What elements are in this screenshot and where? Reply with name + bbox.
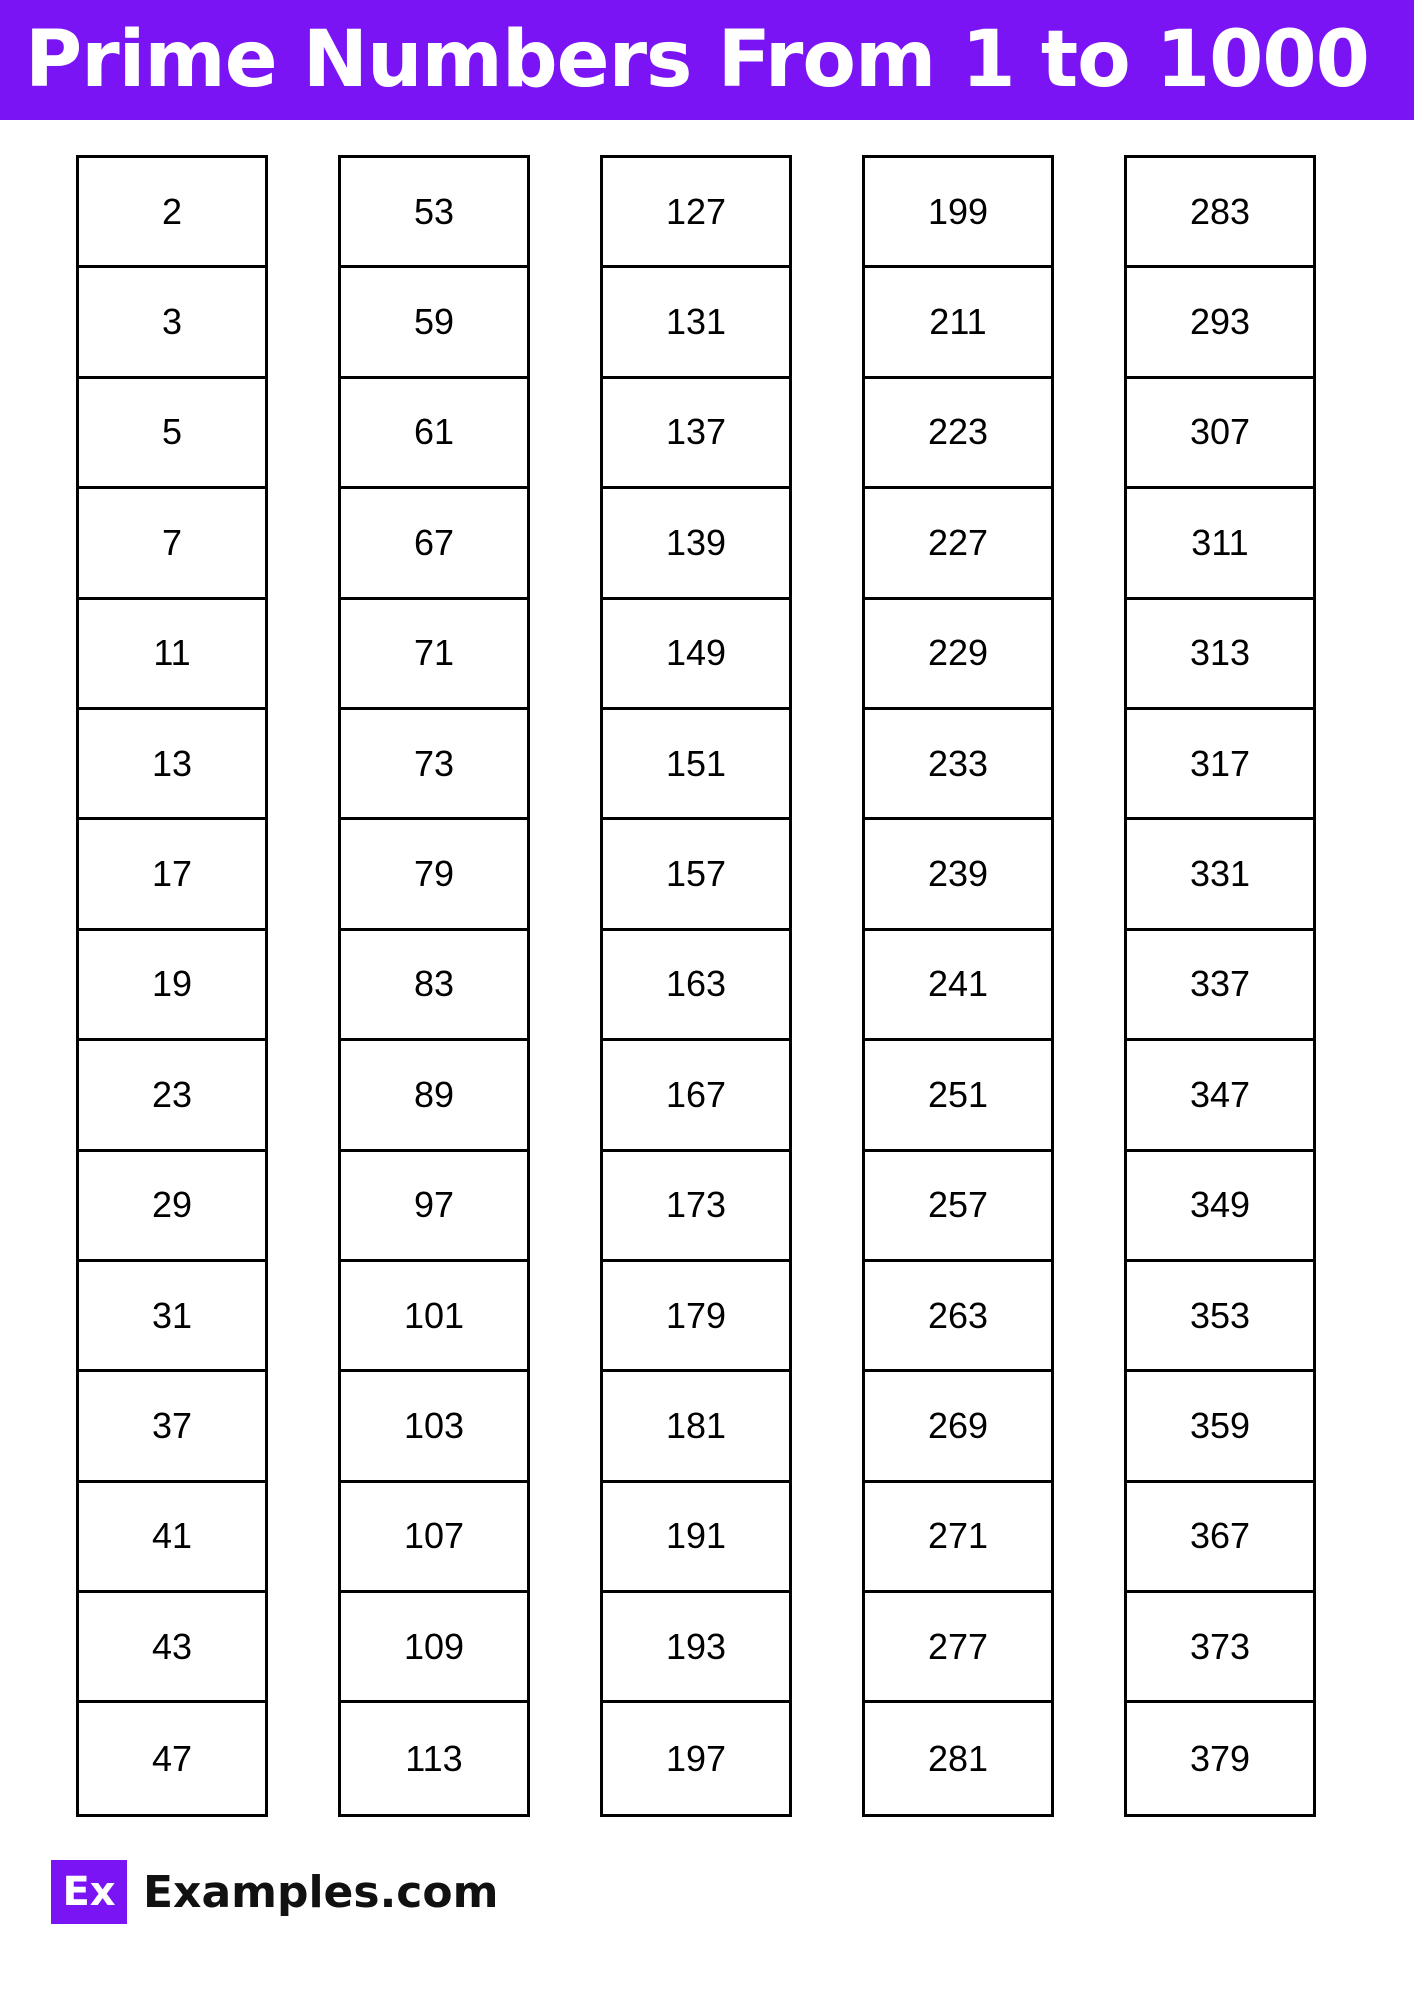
prime-cell: 241 — [865, 931, 1051, 1041]
prime-cell: 311 — [1127, 489, 1313, 599]
prime-cell: 179 — [603, 1262, 789, 1372]
prime-cell: 59 — [341, 268, 527, 378]
prime-cell: 83 — [341, 931, 527, 1041]
prime-cell: 337 — [1127, 931, 1313, 1041]
prime-cell: 67 — [341, 489, 527, 599]
prime-cell: 229 — [865, 600, 1051, 710]
prime-cell: 139 — [603, 489, 789, 599]
prime-cell: 349 — [1127, 1152, 1313, 1262]
prime-cell: 53 — [341, 158, 527, 268]
prime-cell: 373 — [1127, 1593, 1313, 1703]
prime-cell: 73 — [341, 710, 527, 820]
prime-cell: 193 — [603, 1593, 789, 1703]
prime-column-3 — [600, 155, 792, 1817]
prime-cell: 281 — [927, 1737, 989, 1779]
prime-cell: 199 — [865, 158, 1051, 268]
prime-cell: 233 — [865, 710, 1051, 820]
prime-cell: 223 — [865, 379, 1051, 489]
footer-brand — [51, 1860, 498, 1924]
prime-cell: 293 — [1127, 268, 1313, 378]
prime-cell: 277 — [865, 1593, 1051, 1703]
prime-cell: 137 — [603, 379, 789, 489]
prime-cell: 31 — [79, 1262, 265, 1372]
prime-column-4 — [862, 155, 1054, 1817]
prime-cell: 3 — [79, 268, 265, 378]
prime-column-1 — [76, 155, 268, 1817]
prime-cell: 227 — [865, 489, 1051, 599]
prime-cell: 37 — [79, 1372, 265, 1482]
prime-cell: 61 — [341, 379, 527, 489]
prime-cell: 47 — [151, 1737, 193, 1779]
prime-cell: 2 — [79, 158, 265, 268]
brand-name: Examples.com — [143, 1866, 499, 1918]
prime-cell: 41 — [79, 1483, 265, 1593]
prime-cell: 283 — [1127, 158, 1313, 268]
prime-cell: 271 — [865, 1483, 1051, 1593]
prime-cell: 149 — [603, 600, 789, 710]
prime-cell: 251 — [865, 1041, 1051, 1151]
prime-cell: 109 — [341, 1593, 527, 1703]
prime-cell: 353 — [1127, 1262, 1313, 1372]
prime-cell: 29 — [79, 1152, 265, 1262]
prime-cell: 11 — [79, 600, 265, 710]
prime-cell: 257 — [865, 1152, 1051, 1262]
prime-cell: 127 — [603, 158, 789, 268]
prime-cell: 313 — [1127, 600, 1313, 710]
logo-text: Ex — [62, 1869, 116, 1915]
prime-cell: 17 — [79, 820, 265, 930]
prime-cell: 191 — [603, 1483, 789, 1593]
prime-cell: 347 — [1127, 1041, 1313, 1151]
prime-cell: 197 — [665, 1737, 727, 1779]
prime-cell: 23 — [79, 1041, 265, 1151]
prime-cell: 71 — [341, 600, 527, 710]
prime-cell: 101 — [341, 1262, 527, 1372]
prime-cell: 19 — [79, 931, 265, 1041]
prime-cell: 103 — [341, 1372, 527, 1482]
prime-cell: 307 — [1127, 379, 1313, 489]
prime-column-2 — [338, 155, 530, 1817]
prime-cell: 151 — [603, 710, 789, 820]
prime-cell: 79 — [341, 820, 527, 930]
prime-cell: 263 — [865, 1262, 1051, 1372]
prime-cell: 5 — [79, 379, 265, 489]
prime-cell: 331 — [1127, 820, 1313, 930]
prime-cell: 13 — [79, 710, 265, 820]
prime-cell: 89 — [341, 1041, 527, 1151]
prime-cell: 157 — [603, 820, 789, 930]
prime-cell: 113 — [405, 1737, 463, 1779]
prime-column-5 — [1124, 155, 1316, 1817]
prime-table — [0, 155, 1414, 1815]
prime-cell: 131 — [603, 268, 789, 378]
header-banner — [0, 0, 1414, 120]
prime-cell: 379 — [1189, 1737, 1251, 1779]
prime-cell: 7 — [79, 489, 265, 599]
prime-cell: 163 — [603, 931, 789, 1041]
prime-cell: 97 — [341, 1152, 527, 1262]
prime-cell: 167 — [603, 1041, 789, 1151]
prime-cell: 317 — [1127, 710, 1313, 820]
prime-cell: 269 — [865, 1372, 1051, 1482]
prime-cell: 181 — [603, 1372, 789, 1482]
prime-cell: 239 — [865, 820, 1051, 930]
prime-cell: 367 — [1127, 1483, 1313, 1593]
prime-cell: 359 — [1127, 1372, 1313, 1482]
prime-cell: 211 — [865, 268, 1051, 378]
prime-cell: 43 — [79, 1593, 265, 1703]
prime-cell: 173 — [603, 1152, 789, 1262]
prime-cell: 107 — [341, 1483, 527, 1593]
examples-logo-icon — [51, 1860, 127, 1924]
page-title: Prime Numbers From 1 to 1000 — [25, 15, 1369, 105]
